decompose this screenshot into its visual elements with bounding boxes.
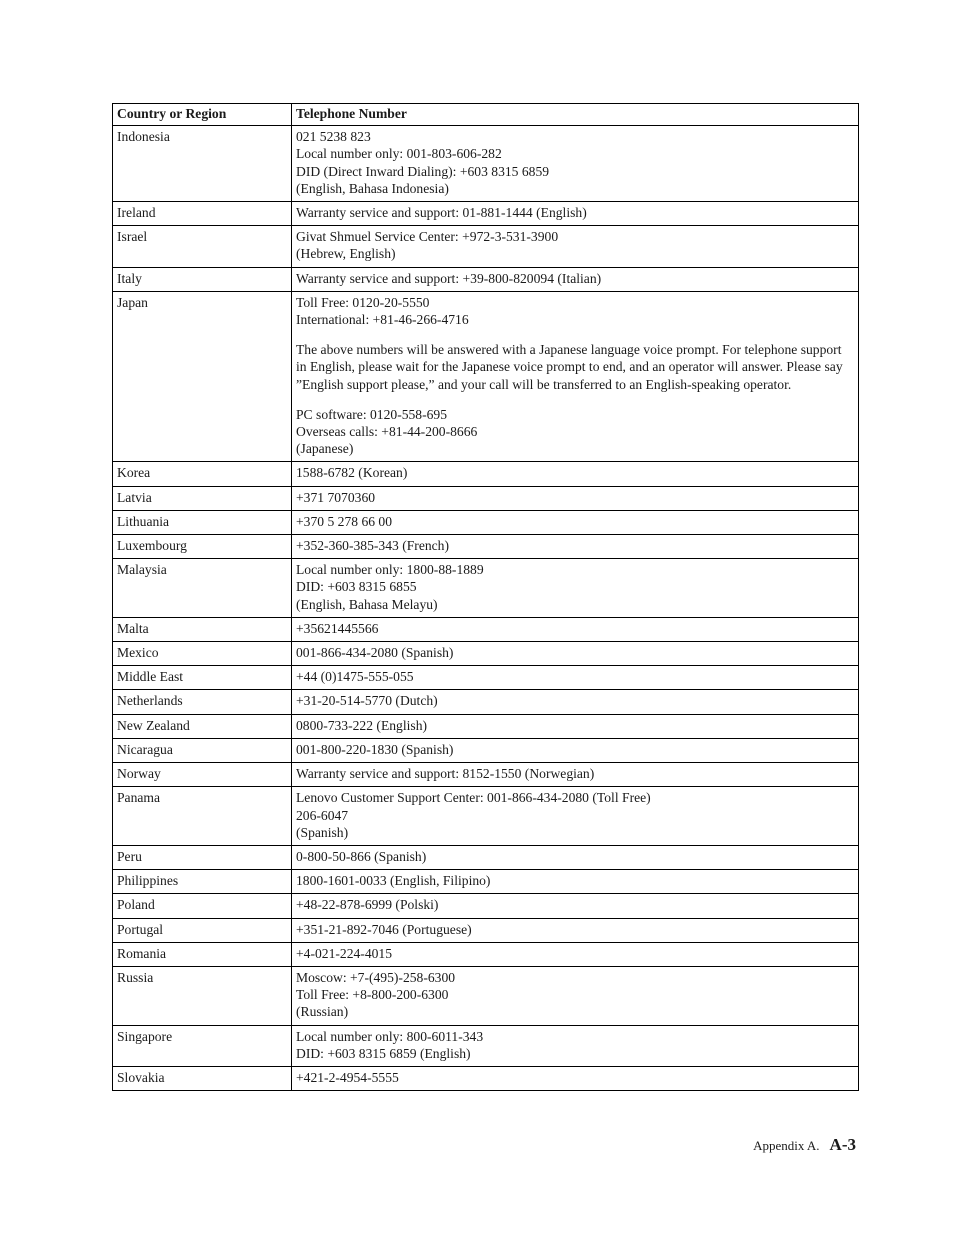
telephone-cell <box>292 126 859 202</box>
telephone-cell <box>292 642 859 666</box>
country-cell: Malta <box>113 617 292 641</box>
telephone-line: 001-800-220-1830 (Spanish) <box>296 741 454 757</box>
country-cell: Netherlands <box>113 690 292 714</box>
telephone-line: +31-20-514-5770 (Dutch) <box>296 693 438 709</box>
country-cell: Russia <box>113 966 292 1025</box>
telephone-line: 206-6047 <box>296 807 349 823</box>
telephone-cell <box>292 1025 859 1066</box>
telephone-line: 021 5238 823 <box>296 129 371 145</box>
country-cell: New Zealand <box>113 714 292 738</box>
table-row <box>113 894 859 918</box>
page-number: A-3 <box>829 1135 856 1154</box>
telephone-line: Lenovo Customer Support Center: 001-866-434-2080 (Toll Free) <box>296 790 651 806</box>
telephone-line: Warranty service and support: +39-800-820094 (Italian) <box>296 270 602 286</box>
telephone-cell <box>292 1066 859 1090</box>
country-cell: Philippines <box>113 870 292 894</box>
telephone-cell <box>292 714 859 738</box>
country-cell: Malaysia <box>113 559 292 618</box>
telephone-line: Overseas calls: +81-44-200-8666 <box>296 424 478 440</box>
telephone-cell <box>292 535 859 559</box>
telephone-line: DID (Direct Inward Dialing): +603 8315 6859 <box>296 163 550 179</box>
telephone-cell <box>292 894 859 918</box>
table-row <box>113 267 859 291</box>
telephone-line: Local number only: 1800-88-1889 <box>296 562 484 578</box>
phone-support-table <box>112 103 859 1091</box>
telephone-line: +421-2-4954-5555 <box>296 1069 399 1085</box>
table-row <box>113 870 859 894</box>
telephone-line: The above numbers will be answered with a Japanese language voice prompt. For telephone support in English, please wait for the Japanese voice prompt to end, and an operator will answer. Please say ”English support please,” and your call will be transferred to an English-speaking operator. <box>296 342 843 392</box>
country-cell: Romania <box>113 942 292 966</box>
telephone-cell <box>292 763 859 787</box>
table-header-row <box>113 104 859 126</box>
telephone-line: Warranty service and support: 01-881-1444 (English) <box>296 205 587 221</box>
telephone-cell <box>292 559 859 618</box>
country-cell: Panama <box>113 787 292 846</box>
telephone-line: 0800-733-222 (English) <box>296 717 428 733</box>
telephone-line: +4-021-224-4015 <box>296 945 393 961</box>
table-row <box>113 486 859 510</box>
country-cell: Nicaragua <box>113 738 292 762</box>
country-cell: Poland <box>113 894 292 918</box>
telephone-cell <box>292 291 859 462</box>
telephone-line: 1588-6782 (Korean) <box>296 465 408 481</box>
telephone-line: 1800-1601-0033 (English, Filipino) <box>296 873 491 889</box>
table-row <box>113 559 859 618</box>
telephone-line: DID: +603 8315 6859 (English) <box>296 1045 471 1061</box>
telephone-cell <box>292 966 859 1025</box>
telephone-cell <box>292 845 859 869</box>
table-row <box>113 845 859 869</box>
telephone-cell <box>292 918 859 942</box>
telephone-line: Toll Free: 0120-20-5550 <box>296 294 430 310</box>
telephone-line: Toll Free: +8-800-200-6300 <box>296 987 449 1003</box>
telephone-line: +35621445566 <box>296 620 379 636</box>
telephone-line: (English, Bahasa Melayu) <box>296 596 438 612</box>
telephone-cell <box>292 738 859 762</box>
table-row <box>113 966 859 1025</box>
telephone-line: Local number only: 001-803-606-282 <box>296 146 502 162</box>
telephone-line: PC software: 0120-558-695 <box>296 406 448 422</box>
country-cell: Singapore <box>113 1025 292 1066</box>
table-row <box>113 202 859 226</box>
table-row <box>113 642 859 666</box>
table-row <box>113 126 859 202</box>
telephone-line: Moscow: +7-(495)-258-6300 <box>296 969 456 985</box>
telephone-line: 001-866-434-2080 (Spanish) <box>296 645 454 661</box>
table-row <box>113 918 859 942</box>
telephone-cell <box>292 870 859 894</box>
table-row <box>113 291 859 462</box>
table-row <box>113 942 859 966</box>
telephone-line: +370 5 278 66 00 <box>296 513 393 529</box>
table-row <box>113 226 859 267</box>
telephone-cell <box>292 690 859 714</box>
table-row <box>113 763 859 787</box>
table-row <box>113 462 859 486</box>
footer-section-label: Appendix A. <box>753 1138 820 1153</box>
table-row <box>113 1066 859 1090</box>
telephone-line: (Japanese) <box>296 441 354 457</box>
column-header-telephone: Telephone Number <box>292 104 859 126</box>
telephone-line: +351-21-892-7046 (Portuguese) <box>296 921 472 937</box>
telephone-line: +44 (0)1475-555-055 <box>296 669 414 685</box>
telephone-cell <box>292 666 859 690</box>
telephone-cell <box>292 202 859 226</box>
table-row <box>113 535 859 559</box>
country-cell: Middle East <box>113 666 292 690</box>
country-cell: Lithuania <box>113 510 292 534</box>
country-cell: Mexico <box>113 642 292 666</box>
telephone-cell <box>292 942 859 966</box>
country-cell: Portugal <box>113 918 292 942</box>
country-cell: Korea <box>113 462 292 486</box>
telephone-line: Local number only: 800-6011-343 <box>296 1028 484 1044</box>
country-cell: Norway <box>113 763 292 787</box>
telephone-line: +48-22-878-6999 (Polski) <box>296 897 439 913</box>
table-row <box>113 510 859 534</box>
page-footer <box>753 1135 856 1155</box>
table-row <box>113 787 859 846</box>
table-body <box>113 126 859 1091</box>
telephone-cell <box>292 617 859 641</box>
country-cell: Latvia <box>113 486 292 510</box>
telephone-line: (Spanish) <box>296 824 349 840</box>
country-cell: Slovakia <box>113 1066 292 1090</box>
telephone-line: DID: +603 8315 6855 <box>296 579 417 595</box>
country-cell: Peru <box>113 845 292 869</box>
country-cell: Israel <box>113 226 292 267</box>
telephone-line: (English, Bahasa Indonesia) <box>296 180 449 196</box>
table-row <box>113 1025 859 1066</box>
telephone-cell <box>292 486 859 510</box>
telephone-cell <box>292 787 859 846</box>
telephone-cell <box>292 462 859 486</box>
table-row <box>113 690 859 714</box>
telephone-line: (Russian) <box>296 1004 349 1020</box>
telephone-line: 0-800-50-866 (Spanish) <box>296 848 427 864</box>
telephone-line: Warranty service and support: 8152-1550 (Norwegian) <box>296 766 595 782</box>
table-row <box>113 617 859 641</box>
country-cell: Indonesia <box>113 126 292 202</box>
telephone-cell <box>292 510 859 534</box>
telephone-line: Givat Shmuel Service Center: +972-3-531-3900 <box>296 229 559 245</box>
column-header-country: Country or Region <box>113 104 292 126</box>
telephone-line: +352-360-385-343 (French) <box>296 538 450 554</box>
telephone-cell <box>292 226 859 267</box>
country-cell: Luxembourg <box>113 535 292 559</box>
telephone-line: (Hebrew, English) <box>296 246 396 262</box>
telephone-line: International: +81-46-266-4716 <box>296 312 469 328</box>
table-row <box>113 714 859 738</box>
country-cell: Japan <box>113 291 292 462</box>
telephone-cell <box>292 267 859 291</box>
telephone-line: +371 7070360 <box>296 489 376 505</box>
country-cell: Italy <box>113 267 292 291</box>
table-row <box>113 666 859 690</box>
table-row <box>113 738 859 762</box>
country-cell: Ireland <box>113 202 292 226</box>
